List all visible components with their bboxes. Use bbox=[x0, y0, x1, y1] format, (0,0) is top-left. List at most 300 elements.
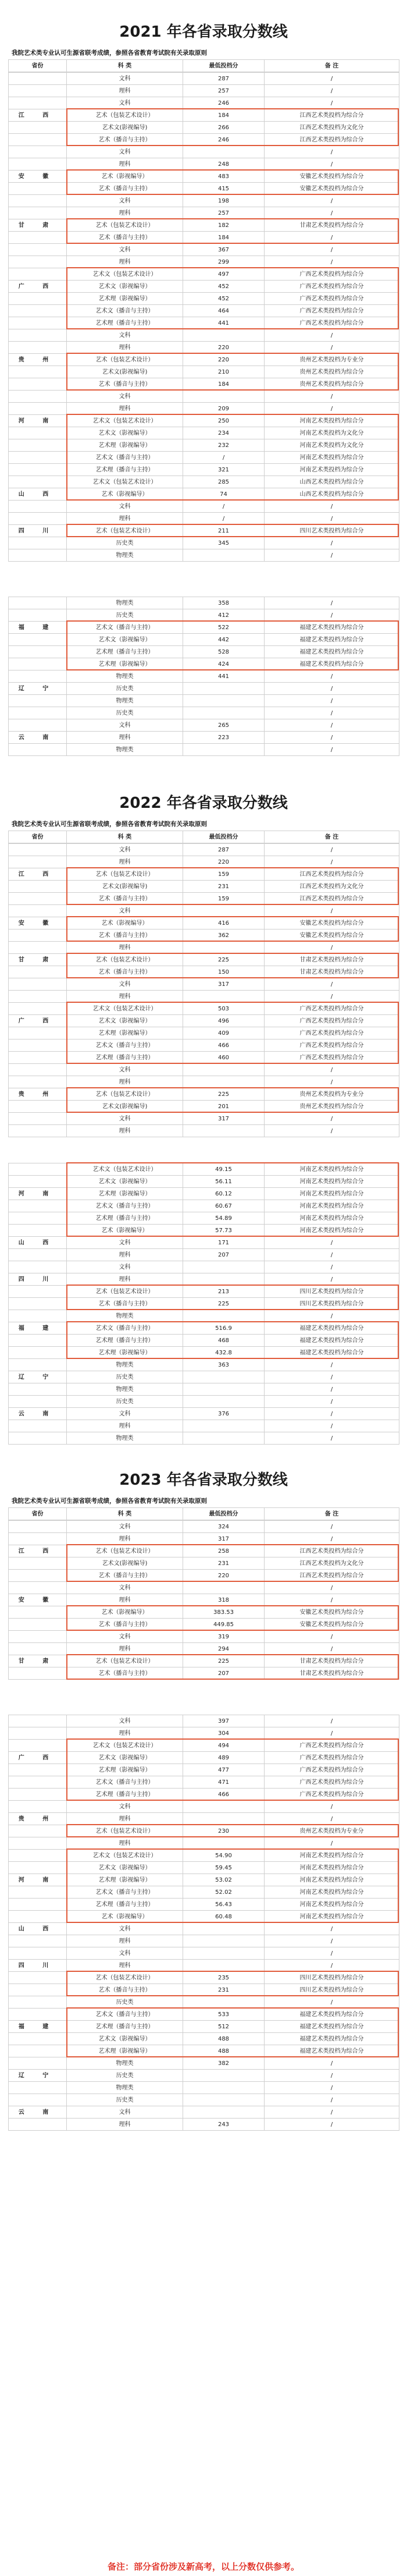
province-cell bbox=[9, 1261, 67, 1273]
table-row bbox=[9, 1335, 399, 1347]
table-row bbox=[9, 146, 399, 158]
province-cell bbox=[9, 1286, 67, 1298]
remark-cell: / bbox=[265, 2106, 399, 2119]
category-cell: 艺术文（播音与主持） bbox=[67, 1322, 183, 1335]
column-header: 备 注 bbox=[265, 1508, 399, 1520]
min-score-cell: 452 bbox=[183, 281, 265, 293]
table-row bbox=[9, 1052, 399, 1064]
category-cell: 艺术理（播音与主持） bbox=[67, 646, 183, 658]
remark-cell: 福建艺术类投档为综合分 bbox=[265, 1322, 399, 1335]
category-cell: 理科 bbox=[67, 1273, 183, 1286]
province-cell bbox=[9, 2094, 67, 2106]
category-cell: 艺术理（播音与主持） bbox=[67, 2021, 183, 2033]
category-cell: 理科 bbox=[67, 1249, 183, 1261]
category-cell: 艺术文（包装艺术设计） bbox=[67, 415, 183, 427]
category-cell: 文科 bbox=[67, 1947, 183, 1960]
column-header: 最低投档分 bbox=[183, 831, 265, 843]
min-score-cell: 159 bbox=[183, 868, 265, 881]
table-row bbox=[9, 1212, 399, 1225]
min-score-cell bbox=[183, 1996, 265, 2009]
remark-cell: 广西艺术类投档为综合分 bbox=[265, 293, 399, 305]
remark-cell: / bbox=[265, 1408, 399, 1420]
min-score-cell: 383.53 bbox=[183, 1606, 265, 1619]
province-cell: 辽 宁 bbox=[9, 2070, 67, 2082]
min-score-cell: 213 bbox=[183, 1286, 265, 1298]
category-cell: 艺术文（影视编导） bbox=[67, 1862, 183, 1874]
table-row bbox=[9, 942, 399, 954]
table-row bbox=[9, 1383, 399, 1396]
min-score-cell: 466 bbox=[183, 1039, 265, 1052]
table-row bbox=[9, 439, 399, 452]
table-row bbox=[9, 1655, 399, 1667]
category-cell: 文科 bbox=[67, 844, 183, 856]
category-cell: 艺术理（影视编导） bbox=[67, 1188, 183, 1200]
table-row bbox=[9, 1972, 399, 1984]
min-score-cell: 466 bbox=[183, 1789, 265, 1801]
category-cell: 历史类 bbox=[67, 707, 183, 719]
table-row bbox=[9, 1432, 399, 1445]
remark-cell: 安徽艺术类投档为综合分 bbox=[265, 183, 399, 195]
province-cell: 甘 肃 bbox=[9, 1655, 67, 1667]
min-score-cell: 345 bbox=[183, 537, 265, 549]
table-row bbox=[9, 1947, 399, 1960]
remark-cell: 福建艺术类投档为综合分 bbox=[265, 658, 399, 670]
table-row bbox=[9, 1996, 399, 2009]
table-row bbox=[9, 1862, 399, 1874]
province-cell: 贵 州 bbox=[9, 354, 67, 366]
table-row bbox=[9, 1076, 399, 1088]
table-row bbox=[9, 1225, 399, 1237]
category-cell: 艺术文(影视编导) bbox=[67, 122, 183, 134]
category-cell: 理科 bbox=[67, 1727, 183, 1740]
table-row bbox=[9, 317, 399, 329]
remark-cell: / bbox=[265, 342, 399, 354]
min-score-cell: 424 bbox=[183, 658, 265, 670]
min-score-cell: 220 bbox=[183, 856, 265, 868]
table-row bbox=[9, 646, 399, 658]
remark-cell: / bbox=[265, 707, 399, 719]
category-cell: 理科 bbox=[67, 2119, 183, 2131]
province-cell bbox=[9, 670, 67, 683]
category-cell: 文科 bbox=[67, 905, 183, 917]
remark-cell: / bbox=[265, 1396, 399, 1408]
remark-cell: 福建艺术类投档为综合分 bbox=[265, 1335, 399, 1347]
min-score-cell: 184 bbox=[183, 378, 265, 391]
category-cell: 艺术理（影视编导） bbox=[67, 439, 183, 452]
remark-cell: 甘肃艺术类投档为综合分 bbox=[265, 954, 399, 966]
table-row bbox=[9, 378, 399, 391]
province-cell bbox=[9, 1899, 67, 1911]
table-row bbox=[9, 1347, 399, 1359]
min-score-cell bbox=[183, 1310, 265, 1322]
remark-cell: 贵州艺术类投档为综合分 bbox=[265, 366, 399, 378]
province-cell bbox=[9, 1176, 67, 1188]
min-score-cell: 57.73 bbox=[183, 1225, 265, 1237]
min-score-cell bbox=[183, 1273, 265, 1286]
table-row bbox=[9, 1570, 399, 1582]
category-cell: 文科 bbox=[67, 2106, 183, 2119]
category-cell: 艺术（播音与主持） bbox=[67, 378, 183, 391]
province-cell bbox=[9, 1619, 67, 1631]
table-row bbox=[9, 1619, 399, 1631]
remark-cell: / bbox=[265, 2070, 399, 2082]
table-row bbox=[9, 354, 399, 366]
category-cell: 艺术（包装艺术设计） bbox=[67, 525, 183, 537]
table-row bbox=[9, 1521, 399, 1533]
province-cell bbox=[9, 881, 67, 893]
category-cell: 理科 bbox=[67, 942, 183, 954]
category-cell: 艺术（包装艺术设计） bbox=[67, 1088, 183, 1101]
category-cell: 艺术文（播音与主持） bbox=[67, 1776, 183, 1789]
min-score-cell: 257 bbox=[183, 85, 265, 97]
remark-cell: / bbox=[265, 1125, 399, 1137]
min-score-cell: 319 bbox=[183, 1631, 265, 1643]
category-cell: 文科 bbox=[67, 1113, 183, 1125]
min-score-cell bbox=[183, 942, 265, 954]
province-cell bbox=[9, 1200, 67, 1212]
remark-cell: 河南艺术类投档为综合分 bbox=[265, 415, 399, 427]
remark-cell: / bbox=[265, 991, 399, 1003]
remark-cell: 广西艺术类投档为综合分 bbox=[265, 305, 399, 317]
table-row bbox=[9, 134, 399, 146]
remark-cell: 广西艺术类投档为综合分 bbox=[265, 1027, 399, 1039]
min-score-cell: 209 bbox=[183, 403, 265, 415]
remark-cell: 福建艺术类投档为综合分 bbox=[265, 2045, 399, 2057]
category-cell: 文科 bbox=[67, 1237, 183, 1249]
province-cell: 江 西 bbox=[9, 109, 67, 122]
table-row bbox=[9, 537, 399, 549]
admission-notice: 我院艺术类专业认可生源省联考成绩，参照各省教育考试院有关录取原则 bbox=[12, 821, 207, 828]
category-cell: 艺术（播音与主持） bbox=[67, 1619, 183, 1631]
remark-cell: / bbox=[265, 1533, 399, 1545]
remark-cell: / bbox=[265, 1935, 399, 1947]
category-cell: 艺术理（影视编导） bbox=[67, 1027, 183, 1039]
category-cell: 物理类 bbox=[67, 1310, 183, 1322]
category-cell: 理科 bbox=[67, 1960, 183, 1972]
table-row bbox=[9, 1298, 399, 1310]
min-score-cell bbox=[183, 744, 265, 756]
category-cell: 文科 bbox=[67, 146, 183, 158]
category-cell: 理科 bbox=[67, 1813, 183, 1825]
min-score-cell: 409 bbox=[183, 1027, 265, 1039]
remark-cell: / bbox=[265, 1594, 399, 1606]
table-row bbox=[9, 1113, 399, 1125]
remark-cell: / bbox=[265, 1359, 399, 1371]
remark-cell: / bbox=[265, 1420, 399, 1432]
category-cell: 艺术文（影视编导） bbox=[67, 281, 183, 293]
province-cell bbox=[9, 1972, 67, 1984]
score-table bbox=[8, 1163, 399, 1445]
remark-cell: 甘肃艺术类投档为综合分 bbox=[265, 1667, 399, 1680]
category-cell: 理科 bbox=[67, 513, 183, 525]
remark-cell: / bbox=[265, 537, 399, 549]
remark-cell: 江西艺术类投档为综合分 bbox=[265, 134, 399, 146]
province-cell bbox=[9, 929, 67, 942]
province-cell bbox=[9, 597, 67, 609]
table-row bbox=[9, 1643, 399, 1655]
remark-cell: / bbox=[265, 403, 399, 415]
category-cell: 物理类 bbox=[67, 2057, 183, 2070]
remark-cell: 广西艺术类投档为综合分 bbox=[265, 1052, 399, 1064]
admission-notice: 我院艺术类专业认可生源省联考成绩，参照各省教育考试院有关录取原则 bbox=[12, 49, 207, 56]
category-cell: 文科 bbox=[67, 1923, 183, 1935]
remark-cell: / bbox=[265, 1813, 399, 1825]
min-score-cell: / bbox=[183, 452, 265, 464]
province-cell bbox=[9, 1606, 67, 1619]
category-cell: 理科 bbox=[67, 207, 183, 219]
table-row bbox=[9, 219, 399, 232]
remark-cell: / bbox=[265, 207, 399, 219]
min-score-cell: 317 bbox=[183, 1113, 265, 1125]
remark-cell: 河南艺术类投档为综合分 bbox=[265, 1188, 399, 1200]
category-cell: 艺术理（播音与主持） bbox=[67, 464, 183, 476]
remark-cell: 贵州艺术类投档为专业分 bbox=[265, 354, 399, 366]
min-score-cell: 246 bbox=[183, 134, 265, 146]
remark-cell: / bbox=[265, 1947, 399, 1960]
min-score-cell: 150 bbox=[183, 966, 265, 978]
score-table bbox=[8, 1520, 399, 1680]
province-cell bbox=[9, 634, 67, 646]
province-cell bbox=[9, 183, 67, 195]
remark-cell: 福建艺术类投档为综合分 bbox=[265, 622, 399, 634]
remark-cell: / bbox=[265, 2094, 399, 2106]
province-cell: 河 南 bbox=[9, 1188, 67, 1200]
remark-cell: 广西艺术类投档为综合分 bbox=[265, 1039, 399, 1052]
table-row bbox=[9, 1396, 399, 1408]
province-cell bbox=[9, 1582, 67, 1594]
column-header: 备 注 bbox=[265, 60, 399, 72]
min-score-cell: 56.43 bbox=[183, 1899, 265, 1911]
remark-cell: 江西艺术类投档为综合分 bbox=[265, 868, 399, 881]
min-score-cell: 207 bbox=[183, 1249, 265, 1261]
min-score-cell: 223 bbox=[183, 732, 265, 744]
footer-note: 备注：部分省份涉及新高考，以上分数仅供参考。 bbox=[107, 2561, 299, 2572]
table-row bbox=[9, 2009, 399, 2021]
table-row bbox=[9, 488, 399, 501]
min-score-cell bbox=[183, 1801, 265, 1813]
min-score-cell: 324 bbox=[183, 1521, 265, 1533]
table-row bbox=[9, 464, 399, 476]
remark-cell: 广西艺术类投档为综合分 bbox=[265, 1764, 399, 1776]
category-cell: 艺术文（包装艺术设计） bbox=[67, 268, 183, 281]
min-score-cell: 488 bbox=[183, 2045, 265, 2057]
remark-cell: 河南艺术类投档为综合分 bbox=[265, 1874, 399, 1886]
category-cell: 文科 bbox=[67, 97, 183, 109]
table-row bbox=[9, 342, 399, 354]
remark-cell: 江西艺术类投档为综合分 bbox=[265, 1570, 399, 1582]
table-row bbox=[9, 1163, 399, 1176]
remark-cell: / bbox=[265, 597, 399, 609]
table-row bbox=[9, 549, 399, 562]
category-cell: 理科 bbox=[67, 158, 183, 171]
category-cell: 艺术文（影视编导） bbox=[67, 1752, 183, 1764]
min-score-cell: 317 bbox=[183, 978, 265, 991]
table-row bbox=[9, 256, 399, 268]
min-score-cell bbox=[183, 1261, 265, 1273]
province-cell bbox=[9, 1715, 67, 1727]
province-cell: 安 徽 bbox=[9, 1594, 67, 1606]
column-header: 省份 bbox=[9, 831, 67, 843]
min-score-cell: 464 bbox=[183, 305, 265, 317]
table-row bbox=[9, 1322, 399, 1335]
province-cell bbox=[9, 317, 67, 329]
min-score-cell: 53.02 bbox=[183, 1874, 265, 1886]
min-score-cell: / bbox=[183, 501, 265, 513]
category-cell: 艺术文（包装艺术设计） bbox=[67, 1850, 183, 1862]
remark-cell: 江西艺术类投档为文化分 bbox=[265, 122, 399, 134]
province-cell bbox=[9, 609, 67, 622]
province-cell bbox=[9, 195, 67, 207]
province-cell: 江 西 bbox=[9, 1545, 67, 1557]
category-cell: 艺术理（影视编导） bbox=[67, 1874, 183, 1886]
min-score-cell: 184 bbox=[183, 109, 265, 122]
table-row bbox=[9, 1027, 399, 1039]
remark-cell: 河南艺术类投档为文化分 bbox=[265, 439, 399, 452]
remark-cell: 广西艺术类投档为综合分 bbox=[265, 1015, 399, 1027]
province-cell bbox=[9, 2033, 67, 2045]
min-score-cell: 304 bbox=[183, 1727, 265, 1740]
category-cell: 物理类 bbox=[67, 549, 183, 562]
table-row bbox=[9, 707, 399, 719]
remark-cell: 安徽艺术类投档为综合分 bbox=[265, 171, 399, 183]
category-cell: 物理类 bbox=[67, 2082, 183, 2094]
category-cell: 物理类 bbox=[67, 1383, 183, 1396]
min-score-cell: 299 bbox=[183, 256, 265, 268]
min-score-cell: 442 bbox=[183, 634, 265, 646]
province-cell: 甘 肃 bbox=[9, 219, 67, 232]
remark-cell: / bbox=[265, 1837, 399, 1850]
table-row bbox=[9, 609, 399, 622]
province-cell: 广 西 bbox=[9, 1752, 67, 1764]
min-score-cell: 198 bbox=[183, 195, 265, 207]
category-cell: 艺术（影视编导） bbox=[67, 917, 183, 929]
province-cell bbox=[9, 549, 67, 562]
category-cell: 艺术（播音与主持） bbox=[67, 1570, 183, 1582]
table-row bbox=[9, 1764, 399, 1776]
province-cell: 甘 肃 bbox=[9, 954, 67, 966]
min-score-cell: 285 bbox=[183, 476, 265, 488]
remark-cell: / bbox=[265, 256, 399, 268]
table-row bbox=[9, 1237, 399, 1249]
table-row bbox=[9, 1557, 399, 1570]
remark-cell: 河南艺术类投档为文化分 bbox=[265, 427, 399, 439]
table-row bbox=[9, 391, 399, 403]
province-cell bbox=[9, 1570, 67, 1582]
remark-cell: / bbox=[265, 85, 399, 97]
table-header bbox=[8, 831, 399, 843]
remark-cell: 河南艺术类投档为综合分 bbox=[265, 452, 399, 464]
category-cell: 理科 bbox=[67, 1837, 183, 1850]
category-cell: 文科 bbox=[67, 1064, 183, 1076]
min-score-cell: 257 bbox=[183, 207, 265, 219]
table-row bbox=[9, 1286, 399, 1298]
province-cell: 广 西 bbox=[9, 1015, 67, 1027]
remark-cell: / bbox=[265, 1064, 399, 1076]
table-row bbox=[9, 1533, 399, 1545]
category-cell: 艺术（包装艺术设计） bbox=[67, 1545, 183, 1557]
remark-cell: 河南艺术类投档为综合分 bbox=[265, 1163, 399, 1176]
column-header: 省份 bbox=[9, 60, 67, 72]
table-row bbox=[9, 1923, 399, 1935]
remark-cell: / bbox=[265, 1923, 399, 1935]
province-cell bbox=[9, 1076, 67, 1088]
min-score-cell: 287 bbox=[183, 844, 265, 856]
province-cell: 四 川 bbox=[9, 1273, 67, 1286]
min-score-cell: 294 bbox=[183, 1643, 265, 1655]
category-cell: 艺术文（影视编导） bbox=[67, 427, 183, 439]
min-score-cell: 220 bbox=[183, 1570, 265, 1582]
province-cell bbox=[9, 1643, 67, 1655]
table-row bbox=[9, 1801, 399, 1813]
province-cell bbox=[9, 403, 67, 415]
table-row bbox=[9, 1899, 399, 1911]
table-row bbox=[9, 171, 399, 183]
province-cell bbox=[9, 1125, 67, 1137]
table-row bbox=[9, 1960, 399, 1972]
province-cell bbox=[9, 146, 67, 158]
remark-cell: 江西艺术类投档为综合分 bbox=[265, 1545, 399, 1557]
table-row bbox=[9, 183, 399, 195]
table-row bbox=[9, 2119, 399, 2131]
min-score-cell: 220 bbox=[183, 342, 265, 354]
province-cell bbox=[9, 1432, 67, 1445]
remark-cell: 贵州艺术类投档为专业分 bbox=[265, 1825, 399, 1837]
table-row bbox=[9, 1752, 399, 1764]
province-cell: 云 南 bbox=[9, 732, 67, 744]
remark-cell: / bbox=[265, 1371, 399, 1383]
table-row bbox=[9, 1359, 399, 1371]
remark-cell: 四川艺术类投档为综合分 bbox=[265, 525, 399, 537]
min-score-cell bbox=[183, 1837, 265, 1850]
table-row bbox=[9, 1039, 399, 1052]
min-score-cell: 49.15 bbox=[183, 1163, 265, 1176]
remark-cell: / bbox=[265, 513, 399, 525]
category-cell: 文科 bbox=[67, 1261, 183, 1273]
category-cell: 艺术理（影视编导） bbox=[67, 658, 183, 670]
category-cell: 文科 bbox=[67, 329, 183, 342]
remark-cell: 福建艺术类投档为综合分 bbox=[265, 634, 399, 646]
min-score-cell bbox=[183, 1396, 265, 1408]
province-cell bbox=[9, 1225, 67, 1237]
min-score-cell: 441 bbox=[183, 670, 265, 683]
category-cell: 文科 bbox=[67, 719, 183, 732]
remark-cell: / bbox=[265, 244, 399, 256]
province-cell: 云 南 bbox=[9, 2106, 67, 2119]
table-row bbox=[9, 158, 399, 171]
min-score-cell: 220 bbox=[183, 354, 265, 366]
min-score-cell bbox=[183, 146, 265, 158]
category-cell: 艺术文（播音与主持） bbox=[67, 1039, 183, 1052]
province-cell bbox=[9, 97, 67, 109]
table-row bbox=[9, 122, 399, 134]
category-cell: 艺术文（播音与主持） bbox=[67, 1200, 183, 1212]
province-cell bbox=[9, 2045, 67, 2057]
remark-cell: / bbox=[265, 1237, 399, 1249]
category-cell: 艺术（包装艺术设计） bbox=[67, 1825, 183, 1837]
min-score-cell bbox=[183, 329, 265, 342]
min-score-cell: 232 bbox=[183, 439, 265, 452]
province-cell bbox=[9, 268, 67, 281]
remark-cell: 江西艺术类投档为综合分 bbox=[265, 109, 399, 122]
min-score-cell bbox=[183, 905, 265, 917]
min-score-cell bbox=[183, 1371, 265, 1383]
table-row bbox=[9, 1125, 399, 1137]
min-score-cell: 376 bbox=[183, 1408, 265, 1420]
category-cell: 文科 bbox=[67, 1715, 183, 1727]
remark-cell: 福建艺术类投档为综合分 bbox=[265, 2021, 399, 2033]
province-cell: 山 西 bbox=[9, 488, 67, 501]
min-score-cell: 496 bbox=[183, 1015, 265, 1027]
